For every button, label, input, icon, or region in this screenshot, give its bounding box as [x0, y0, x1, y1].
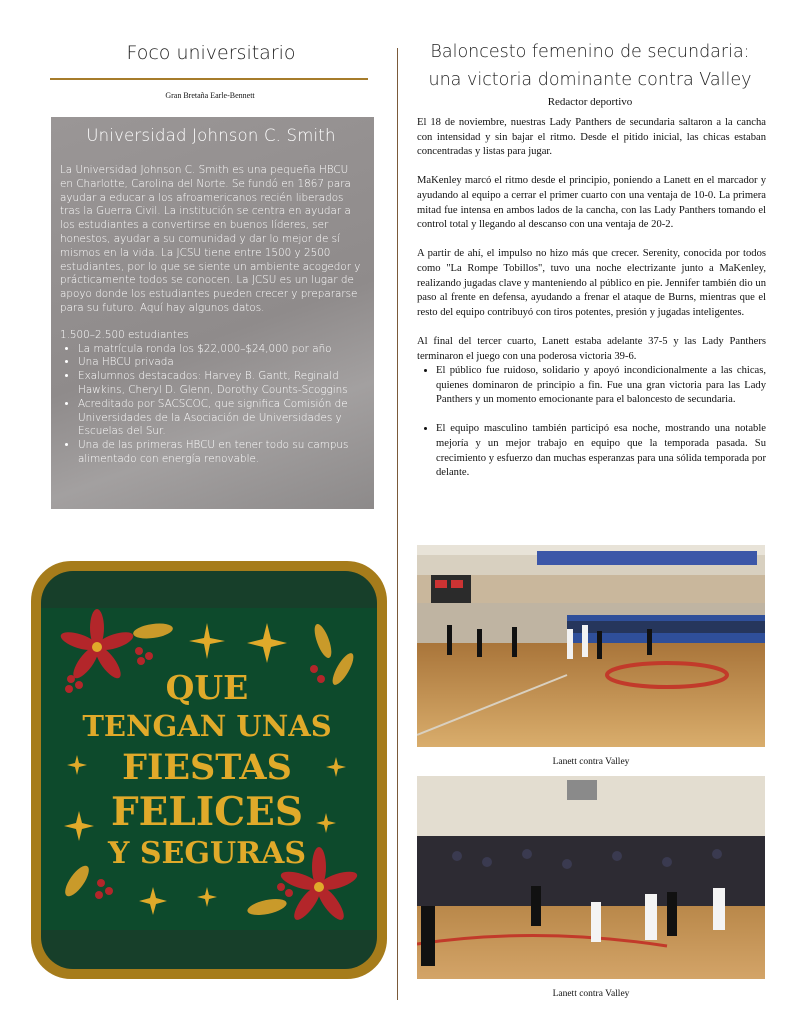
article-bullets: [417, 364, 766, 481]
fact-item: • Una HBCU privada: [78, 356, 362, 370]
photo-caption: Lanett contra Valley: [552, 757, 630, 767]
college-name: Universidad Johnson C. Smith: [86, 126, 336, 145]
article-title: [408, 38, 772, 94]
facts-list: [60, 343, 362, 467]
holiday-greeting-card: [31, 561, 387, 979]
article-paragraph: El 18 de noviembre, nuestras Lady Panthers de secundaria saltaron a la cancha con intensidad y sin bajar el ritmo. Desde el pitido inicial, las chicas estaban concentradas y listas para jugar.: [417, 117, 766, 158]
article-title-line: una victoria dominante contra Valley: [428, 70, 752, 90]
article-body: [417, 116, 766, 495]
holiday-card-graphic: [31, 561, 387, 979]
column-divider: [397, 48, 398, 1000]
author-role: Redactor deportivo: [547, 96, 633, 108]
greeting-line: Y SEGURAS: [107, 836, 307, 871]
fact-item: • Una de las primeras HBCU en tener todo su campus alimentado con energía renovable.: [78, 439, 362, 467]
title-rule: [50, 78, 368, 80]
greeting-line: FIESTAS: [122, 747, 292, 788]
article-bullet: • El público fue ruidoso, solidario y apoyó incondicionalmente a las chicas, quienes dominaron de principio a fin. Fue una gran victoria para las Lady Panthers y un momento emocionante para el baloncesto de secundaria.: [436, 364, 766, 408]
photo-caption: Lanett contra Valley: [552, 989, 630, 999]
byline: Gran Bretaña Earle-Bennett: [165, 91, 255, 100]
greeting-line: FELICES: [110, 789, 304, 835]
article-paragraph: Al final del tercer cuarto, Lanett estaba adelante 37-5 y las Lady Panthers terminaron el juego con una poderosa victoria 39-6.: [417, 335, 766, 362]
article-bullet: • El equipo masculino también participó esa noche, mostrando una notable mejoría y un mejor trabajo en equipo que la temporada pasada. Su crecimiento y esfuerzo dan muchas esperanzas para una sólida temporada por delante.: [436, 422, 766, 480]
article-paragraph: MaKenley marcó el ritmo desde el principio, poniendo a Lanett en el marcador y ayudando al equipo a cerrar el primer cuarto con una ventaja de 10-0. La primera mitad fue intensa en ambos lados de la cancha, con las Lady Panthers tomando el control total y llegando al descanso con una ventaja de 20-2.: [417, 175, 766, 231]
article-title-line: Baloncesto femenino de secundaria:: [430, 42, 750, 62]
basketball-photo: [417, 776, 765, 979]
fact-item: • Exalumnos destacados: Harvey B. Gantt, Reginald Hawkins, Cheryl D. Glenn, Dorothy Counts-Scoggins: [78, 370, 362, 398]
facts-heading: 1.500–2.500 estudiantes: [60, 328, 189, 341]
basketball-photo: [417, 545, 765, 747]
fact-item: • Acreditado por SACSCOC, que significa Comisión de Universidades de la Asociación de Universidades y Escuelas del Sur.: [78, 398, 362, 439]
greeting-line: QUE: [165, 668, 249, 707]
article-paragraph: A partir de ahí, el impulso no hizo más que crecer. Serenity, conocida por todos como "La Rompe Tobillos", tuvo una noche electrizante junto a MaKenley, realizando jugadas clave y manteniendo al público en pie. Jennifer también dio un paso al frente en defensa, ayudando a frenar el ataque de Burns, mientras que el resto del equipo contribuyó con tiros potentes, presión y jugadas inteligentes.: [417, 248, 766, 318]
greeting-line: TENGAN UNAS: [82, 709, 332, 743]
college-spotlight-box: [51, 117, 374, 509]
section-title: Foco universitario: [126, 42, 296, 64]
college-description: La Universidad Johnson C. Smith es una pequeña HBCU en Charlotte, Carolina del Norte. Se fundó en 1867 para ayudar a educar a los afroamericanos recién liberados tras la Guerra Civil. La institución se centra en ayudar a los estudiantes a convertirse en buenos líderes, ser honestos, ayudar a su comunidad y dar lo mejor de sí mismos en la vida. La JCSU tiene entre 1500 y 2500 estudiantes, por lo que se siente un ambiente acogedor y prácticamente todos se conocen. La JCSU es un lugar de apoyo donde los estudiantes pueden crecer y prepararse para su futuro. Aquí hay algunos datos.: [60, 164, 361, 314]
fact-item: • La matrícula ronda los $22,000–$24,000 por año: [78, 343, 362, 357]
